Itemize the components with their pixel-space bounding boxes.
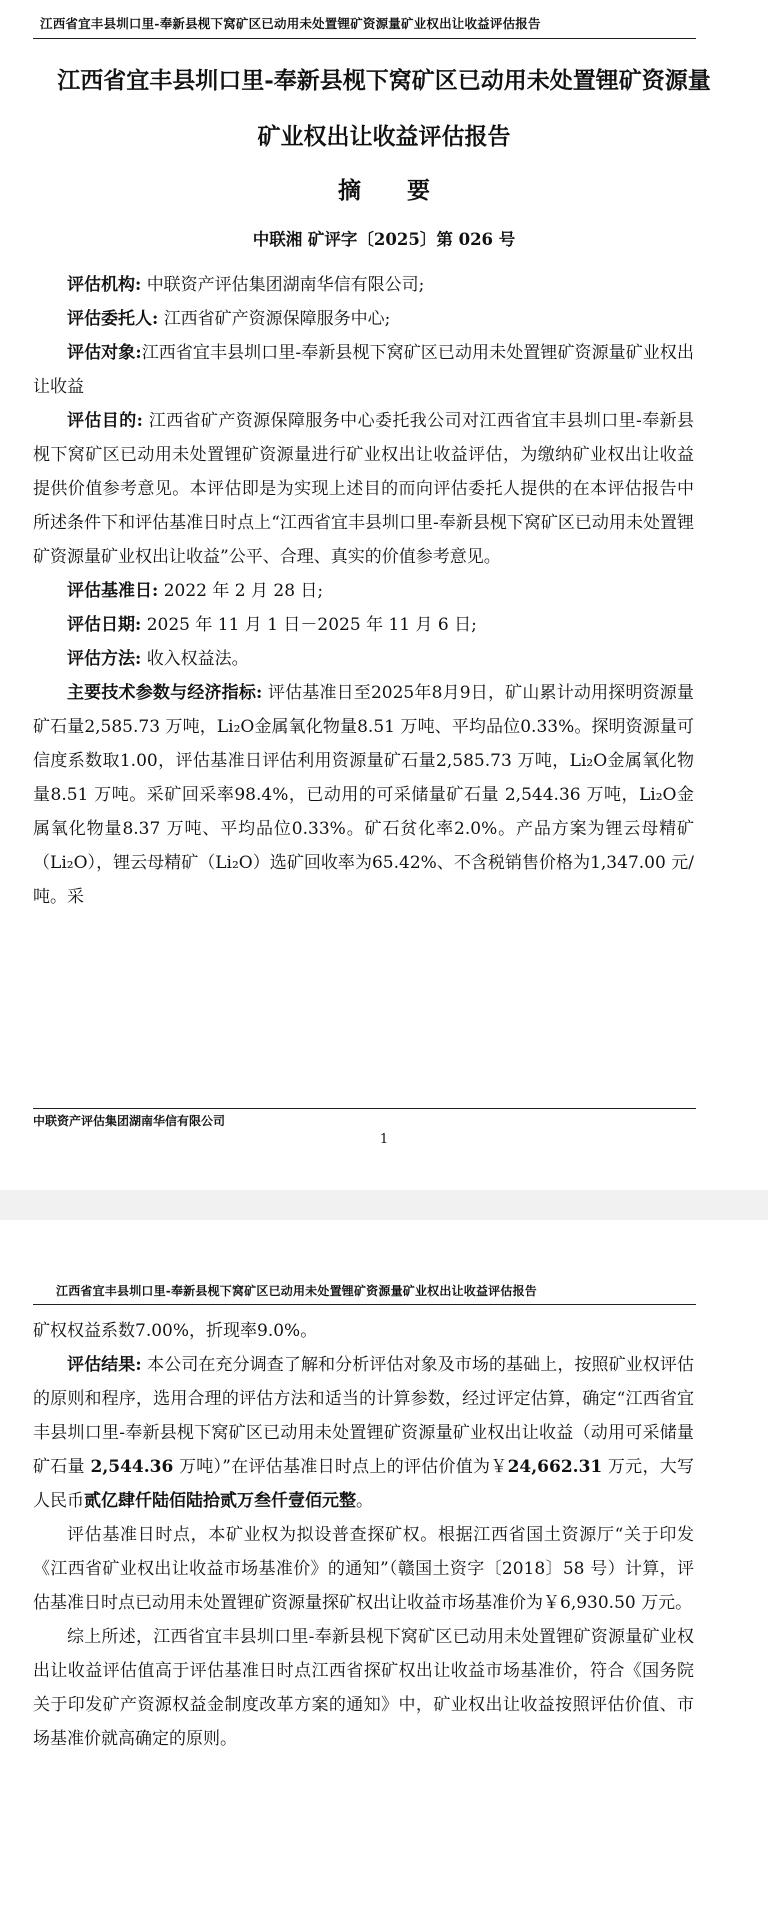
eval-date-label: 评估日期: [67, 615, 142, 635]
result-text-a: 本公司在充分调查了解和分析评估对象及市场的基础上，按照矿业权评估的原则和程序，选用合理的评估方法和适当的计算参数，经过评定估算，确定“江西省宜丰县圳口里-奉新县枧下窝矿区已动用未处置锂矿资源量矿业权出让收益（动用可采储量矿石量 [33, 1355, 695, 1477]
params-paragraph [33, 676, 694, 914]
running-header: 江西省宜丰县圳口里-奉新县枧下窝矿区已动用未处置锂矿资源量矿业权出让收益评估报告 [40, 16, 541, 31]
result-label: 评估结果: [67, 1355, 142, 1375]
result-paragraph [33, 1348, 694, 1518]
result-text-e: 万元，大写人民币 [33, 1457, 694, 1511]
header-rule [33, 38, 696, 39]
params-continuation: 矿权权益系数7.00%，折现率9.0%。 [33, 1321, 318, 1341]
assessed-value-in-words: 贰亿肆仟陆佰陆拾贰万叁仟壹佰元整 [84, 1491, 356, 1511]
method-line [33, 642, 694, 676]
params-label: 主要技术参数与经济指标: [67, 683, 263, 703]
agency-label: 评估机构: [67, 275, 142, 295]
agency-line [33, 268, 694, 302]
result-text-g: 。 [356, 1491, 373, 1511]
document-number: 中联湘 矿评字〔2025〕第 026 号 [252, 230, 516, 249]
mineable-reserve-value: 2,544.36 [90, 1457, 174, 1477]
object-line [33, 336, 694, 404]
running-header-page-2: 江西省宜丰县圳口里-奉新县枧下窝矿区已动用未处置锂矿资源量矿业权出让收益评估报告 [56, 1284, 537, 1298]
page-2-body [33, 1314, 694, 1756]
purpose-label: 评估目的: [67, 411, 143, 431]
conclusion-paragraph: 综上所述，江西省宜丰县圳口里-奉新县枧下窝矿区已动用未处置锂矿资源量矿业权出让收益评估值高于评估基准日时点江西省探矿权出让收益市场基准价，符合《国务院关于印发矿产资源权益金制度改革方案的通知》中，矿业权出让收益按照评估价值、市场基准价就高确定的原则。 [33, 1627, 694, 1749]
purpose-value: 江西省矿产资源保障服务中心委托我公司对江西省宜丰县圳口里-奉新县枧下窝矿区已动用未处置锂矿资源量进行矿业权出让收益评估，为缴纳矿业权出让收益提供价值参考意见。本评估即是为实现上述目的而向评估委托人提供的在本评估报告中所述条件下和评估基准日时点上“江西省宜丰县圳口里-奉新县枧下窝矿区已动用未处置锂矿资源量矿业权出让收益”公平、合理、真实的价值参考意见。 [33, 411, 695, 567]
footer-rule [33, 1108, 696, 1109]
header-rule-page-2 [33, 1304, 696, 1305]
footer-organization: 中联资产评估集团湖南华信有限公司 [33, 1114, 226, 1128]
params-value: 评估基准日至2025年8月9日，矿山累计动用探明资源量矿石量2,585.73 万吨，Li₂O金属氧化物量8.51 万吨、平均品位0.33%。探明资源量可信度系数取1.00，评估基准日评估利用资源量矿石量2,585.73 万吨，Li₂O金属氧化物量8.51 万吨。采矿回采率98.4%，已动用的可采储量矿石量 2,544.36 万吨，Li₂O金属氧化物量8.37 万吨、平均品位0.33%。矿石贫化率2.0%。产品方案为锂云母精矿（Li₂O），锂云母精矿（Li₂O）选矿回收率为65.42%、不含税销售价格为1,347.00 元/吨。采 [33, 683, 694, 907]
eval-date-value: 2025 年 11 月 1 日－2025 年 11 月 6 日; [146, 615, 477, 635]
abstract-body [33, 268, 694, 914]
client-label: 评估委托人: [67, 309, 159, 329]
report-title-line-2: 矿业权出让收益评估报告 [257, 123, 511, 150]
client-value: 江西省矿产资源保障服务中心; [163, 309, 391, 329]
page-2 [0, 1220, 768, 1927]
method-label: 评估方法: [67, 649, 142, 669]
eval-date-line [33, 608, 694, 642]
agency-value: 中联资产评估集团湖南华信有限公司; [146, 275, 425, 295]
page-number: 1 [379, 1132, 389, 1147]
report-title-line-1: 江西省宜丰县圳口里-奉新县枧下窝矿区已动用未处置锂矿资源量 [57, 67, 711, 94]
purpose-paragraph [33, 404, 694, 574]
base-date-label: 评估基准日: [67, 581, 159, 601]
result-text-c: 万吨）”在评估基准日时点上的评估价值为￥ [173, 1457, 508, 1477]
assessed-value: 24,662.31 [507, 1457, 603, 1477]
base-date-value: 2022 年 2 月 28 日; [163, 581, 324, 601]
benchmark-paragraph: 评估基准日时点，本矿业权为拟设普查探矿权。根据江西省国土资源厅“关于印发《江西省矿业权出让收益市场基准价》的通知”（赣国土资字〔2018〕58 号）计算，评估基准日时点已动用未处置锂矿资源量探矿权出让收益市场基准价为￥6,930.50 万元。 [33, 1525, 694, 1613]
base-date-line [33, 574, 694, 608]
object-value: 江西省宜丰县圳口里-奉新县枧下窝矿区已动用未处置锂矿资源量矿业权出让收益 [33, 343, 694, 397]
abstract-heading: 摘 要 [338, 177, 430, 204]
method-value: 收入权益法。 [146, 649, 249, 669]
client-line [33, 302, 694, 336]
page-gap [0, 1190, 768, 1220]
object-label: 评估对象: [67, 343, 142, 363]
